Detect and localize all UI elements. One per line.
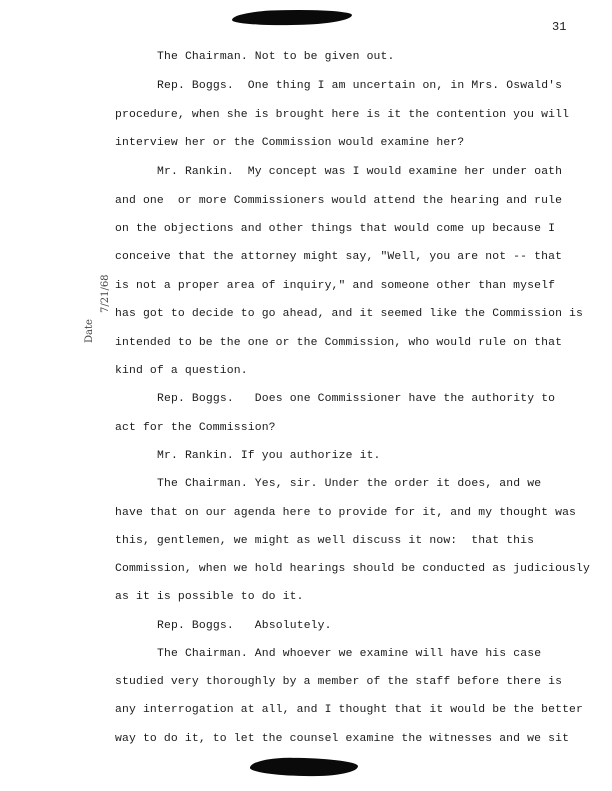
transcript-line: intended to be the one or the Commission, who would rule on that bbox=[115, 337, 563, 349]
transcript-line: has got to decide to go ahead, and it seemed like the Commission is bbox=[115, 308, 584, 320]
transcript-line: kind of a question. bbox=[115, 365, 248, 377]
transcript-line: Rep. Boggs. Does one Commissioner have the authority to bbox=[157, 393, 556, 405]
transcript-line: The Chairman. Not to be given out. bbox=[157, 51, 395, 63]
transcript-line: procedure, when she is brought here is it the contention you will bbox=[115, 109, 570, 121]
redaction-bar-bottom bbox=[250, 757, 358, 777]
transcript-line: conceive that the attorney might say, "Well, you are not -- that bbox=[115, 251, 563, 263]
transcript-line: Commission, when we hold hearings should be conducted as judiciously bbox=[115, 563, 591, 575]
transcript-line: Mr. Rankin. If you authorize it. bbox=[157, 450, 381, 462]
margin-stamp bbox=[62, 225, 118, 355]
transcript-line: and one or more Commissioners would attend the hearing and rule bbox=[115, 195, 563, 207]
transcript-line: this, gentlemen, we might as well discuss it now: that this bbox=[115, 535, 535, 547]
transcript-line: studied very thoroughly by a member of the staff before there is bbox=[115, 676, 563, 688]
transcript-line: is not a proper area of inquiry," and someone other than myself bbox=[115, 280, 556, 292]
margin-stamp-label: Date bbox=[84, 319, 95, 343]
transcript-line: any interrogation at all, and I thought that it would be the better bbox=[115, 704, 584, 716]
transcript-line: Mr. Rankin. My concept was I would examine her under oath bbox=[157, 166, 563, 178]
transcript-line: The Chairman. And whoever we examine will have his case bbox=[157, 648, 542, 660]
transcript-line: on the objections and other things that would come up because I bbox=[115, 223, 556, 235]
transcript-line: act for the Commission? bbox=[115, 422, 276, 434]
redaction-bar-top bbox=[232, 9, 352, 26]
transcript-line: as it is possible to do it. bbox=[115, 591, 304, 603]
transcript-line: have that on our agenda here to provide for it, and my thought was bbox=[115, 507, 577, 519]
page-number: 31 bbox=[552, 20, 567, 34]
transcript-line: way to do it, to let the counsel examine the witnesses and we sit bbox=[115, 733, 570, 745]
transcript-line: Rep. Boggs. Absolutely. bbox=[157, 620, 332, 632]
margin-stamp-date: 7/21/68 bbox=[100, 274, 111, 313]
transcript-line: interview her or the Commission would examine her? bbox=[115, 137, 465, 149]
transcript-line: Rep. Boggs. One thing I am uncertain on, in Mrs. Oswald's bbox=[157, 80, 563, 92]
transcript-line: The Chairman. Yes, sir. Under the order it does, and we bbox=[157, 478, 542, 490]
